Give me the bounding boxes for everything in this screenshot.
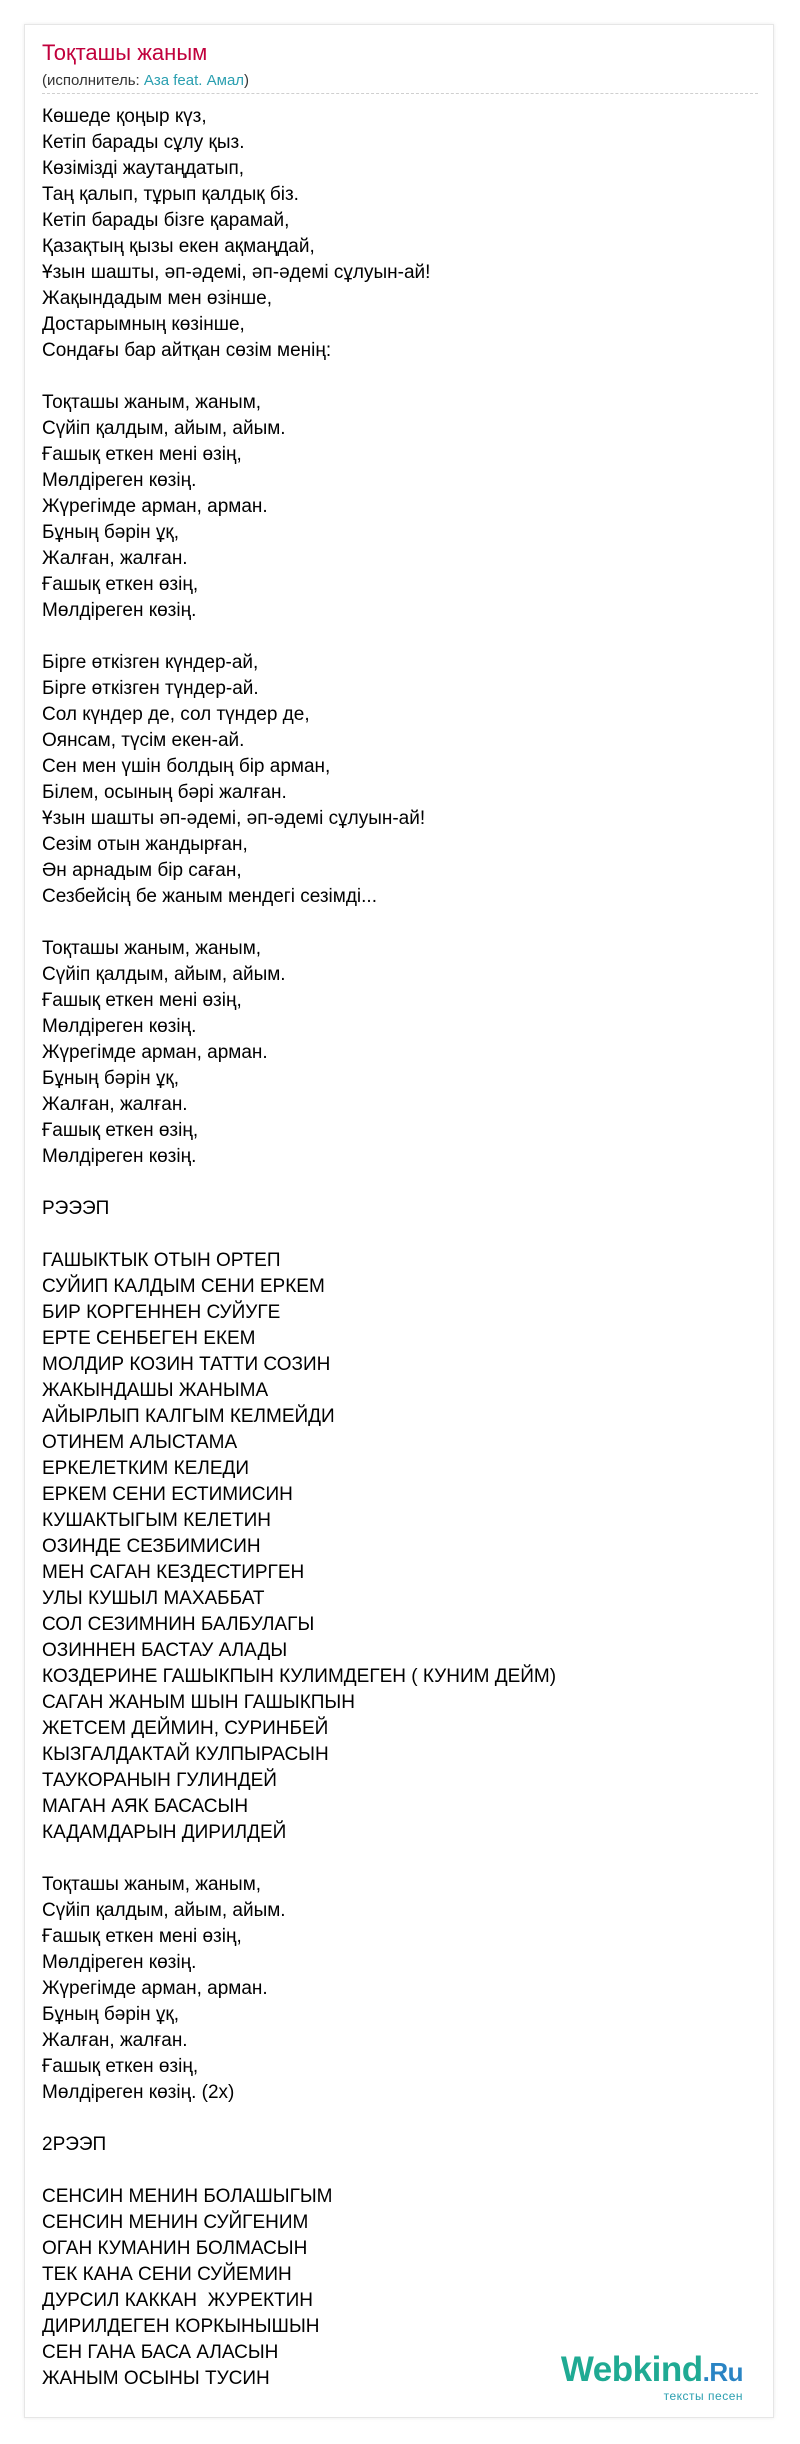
logo-main-text: Webkind xyxy=(560,2350,703,2389)
lyric-line: КАДАМДАРЫН ДИРИЛДЕЙ xyxy=(42,1822,287,1843)
lyric-line: Мөлдіреген көзің. xyxy=(42,600,197,621)
lyric-line: ЕРТЕ СЕНБЕГЕН ЕКЕМ xyxy=(42,1328,256,1349)
lyric-blank-line xyxy=(42,364,742,390)
lyric-line: Қазақтың қызы екен ақмаңдай, xyxy=(42,236,315,257)
lyrics-body xyxy=(42,104,742,2392)
title-divider xyxy=(42,93,758,94)
lyric-line: Оянсам, түсім екен-ай. xyxy=(42,730,245,751)
lyric-line: Бұның бәрін ұқ, xyxy=(42,1068,179,1089)
logo-tld: .Ru xyxy=(702,2357,743,2387)
lyric-line: 2РЭЭП xyxy=(42,2134,107,2155)
lyric-line: Бұның бәрін ұқ, xyxy=(42,2004,179,2025)
lyric-line: АЙЫРЛЫП КАЛГЫМ КЕЛМЕЙДИ xyxy=(42,1406,335,1427)
lyric-line: МЕН САГАН КЕЗДЕСТИРГЕН xyxy=(42,1562,305,1583)
lyric-line: Жақындадым мен өзінше, xyxy=(42,288,273,309)
lyric-line: СЕН ГАНА БАСА АЛАСЫН xyxy=(42,2342,279,2363)
lyric-line: СЕНСИН МЕНИН СУЙГЕНИМ xyxy=(42,2212,309,2233)
lyric-line: Сондағы бар айтқан сөзім менің: xyxy=(42,340,332,361)
lyric-line: ДУРСИЛ КАККАН ЖУРЕКТИН xyxy=(42,2290,313,2311)
lyric-line: Кетіп барады сұлу қыз. xyxy=(42,132,245,153)
lyric-line: Жалған, жалған. xyxy=(42,548,188,569)
lyric-line: МАГАН АЯК БАСАСЫН xyxy=(42,1796,249,1817)
lyric-line: ОЗИНДЕ СЕЗБИМИСИН xyxy=(42,1536,261,1557)
lyric-line: ТЕК КАНА СЕНИ СУЙЕМИН xyxy=(42,2264,292,2285)
lyric-blank-line xyxy=(42,2158,742,2184)
lyric-line: СЕНСИН МЕНИН БОЛАШЫГЫМ xyxy=(42,2186,333,2207)
lyric-line: Мөлдіреген көзің. xyxy=(42,1952,197,1973)
lyric-line: ЖЕТСЕМ ДЕЙМИН, СУРИНБЕЙ xyxy=(42,1718,329,1739)
lyric-line: ЖАНЫМ ОСЫНЫ ТУСИН xyxy=(42,2368,270,2389)
lyric-line: Кетіп барады бізге қарамай, xyxy=(42,210,290,231)
lyric-line: ТАУКОРАНЫН ГУЛИНДЕЙ xyxy=(42,1770,277,1791)
lyric-line: Достарымның көзінше, xyxy=(42,314,245,335)
lyric-line: Ғашық еткен өзің, xyxy=(42,1120,199,1141)
lyric-line: Ғашық еткен өзің, xyxy=(42,2056,199,2077)
lyric-blank-line xyxy=(42,624,742,650)
lyric-line: Жүрегімде арман, арман. xyxy=(42,496,268,517)
lyric-line: Ғашық еткен мені өзің, xyxy=(42,990,242,1011)
lyric-line: Білем, осының бәрі жалған. xyxy=(42,782,287,803)
logo-tagline: тексты песен xyxy=(663,2389,743,2403)
lyric-line: КОЗДЕРИНЕ ГАШЫКПЫН КУЛИМДЕГЕН ( КУНИМ ДЕЙМ) xyxy=(42,1666,557,1687)
performer-suffix: ) xyxy=(244,72,250,89)
lyric-line: Сүйіп қалдым, айым, айым. xyxy=(42,964,286,985)
lyric-line: Бірге өткізген күндер-ай, xyxy=(42,652,259,673)
artist-link[interactable]: Аза feat. Амал xyxy=(143,72,245,89)
lyric-line: КЫЗГАЛДАКТАЙ КУЛПЫРАСЫН xyxy=(42,1744,329,1765)
lyric-line: Ғашық еткен мені өзің, xyxy=(42,1926,242,1947)
lyric-line: СУЙИП КАЛДЫМ СЕНИ ЕРКЕМ xyxy=(42,1276,325,1297)
lyric-line: Тоқташы жаным, жаным, xyxy=(42,392,262,413)
lyric-line: Ұзын шашты, әп-әдемі, әп-әдемі сұлуын-ай! xyxy=(42,262,431,283)
lyric-line: Ұзын шашты әп-әдемі, әп-әдемі сұлуын-ай! xyxy=(42,808,426,829)
lyric-line: Мөлдіреген көзің. xyxy=(42,1146,197,1167)
performer-line xyxy=(42,72,249,89)
lyric-line: САГАН ЖАНЫМ ШЫН ГАШЫКПЫН xyxy=(42,1692,355,1713)
lyric-line: Көшеде қоңыр күз, xyxy=(42,106,207,127)
lyric-line: Жүрегімде арман, арман. xyxy=(42,1042,268,1063)
lyric-line: Сол күндер де, сол түндер де, xyxy=(42,704,310,725)
lyric-line: ГАШЫКТЫК ОТЫН ОРТЕП xyxy=(42,1250,281,1271)
lyric-line: Жалған, жалған. xyxy=(42,2030,188,2051)
lyric-line: Мөлдіреген көзің. xyxy=(42,1016,197,1037)
lyric-line: Сен мен үшін болдың бір арман, xyxy=(42,756,331,777)
lyric-line: Мөлдіреген көзің. (2х) xyxy=(42,2082,235,2103)
lyric-line: Жалған, жалған. xyxy=(42,1094,188,1115)
performer-prefix: (исполнитель: xyxy=(42,72,144,89)
lyric-line: Сезім отын жандырған, xyxy=(42,834,248,855)
lyric-line: СОЛ СЕЗИМНИН БАЛБУЛАГЫ xyxy=(42,1614,315,1635)
lyric-line: БИР КОРГЕННЕН СУЙУГЕ xyxy=(42,1302,281,1323)
lyric-line: МОЛДИР КОЗИН ТАТТИ СОЗИН xyxy=(42,1354,331,1375)
lyric-line: Ән арнадым бір саған, xyxy=(42,860,242,881)
lyric-line: ЕРКЕМ СЕНИ ЕСТИМИСИН xyxy=(42,1484,293,1505)
lyric-line: Таң қалып, тұрып қалдық біз. xyxy=(42,184,299,205)
lyric-line: КУШАКТЫГЫМ КЕЛЕТИН xyxy=(42,1510,272,1531)
lyric-line: Жүрегімде арман, арман. xyxy=(42,1978,268,1999)
lyric-blank-line xyxy=(42,2106,742,2132)
lyric-line: Бұның бәрін ұқ, xyxy=(42,522,179,543)
lyric-line: УЛЫ КУШЫЛ МАХАББАТ xyxy=(42,1588,265,1609)
lyric-line: Бірге өткізген түндер-ай. xyxy=(42,678,259,699)
lyric-line: Сезбейсің бе жаным мендегі сезімді... xyxy=(42,886,377,907)
lyric-line: Ғашық еткен мені өзің, xyxy=(42,444,242,465)
lyric-blank-line xyxy=(42,1222,742,1248)
lyric-blank-line xyxy=(42,1170,742,1196)
song-title: Тоқташы жаным xyxy=(42,40,208,65)
lyric-line: ЕРКЕЛЕТКИМ КЕЛЕДИ xyxy=(42,1458,250,1479)
site-logo[interactable] xyxy=(561,2351,743,2403)
lyric-line: Сүйіп қалдым, айым, айым. xyxy=(42,1900,286,1921)
lyric-line: ОТИНЕМ АЛЫСТАМА xyxy=(42,1432,238,1453)
lyrics-card xyxy=(24,24,774,2418)
lyric-line: Көзімізді жаутаңдатып, xyxy=(42,158,245,179)
lyric-line: ДИРИЛДЕГЕН КОРКЫНЫШЫН xyxy=(42,2316,320,2337)
lyric-line: Тоқташы жаным, жаным, xyxy=(42,938,262,959)
lyric-line: РЭЭЭП xyxy=(42,1198,110,1219)
lyric-line: ОЗИННЕН БАСТАУ АЛАДЫ xyxy=(42,1640,288,1661)
lyric-line: ЖАКЫНДАШЫ ЖАНЫМА xyxy=(42,1380,269,1401)
lyric-line: Сүйіп қалдым, айым, айым. xyxy=(42,418,286,439)
lyric-line: Тоқташы жаным, жаным, xyxy=(42,1874,262,1895)
logo-wordmark xyxy=(561,2351,743,2391)
lyric-line: Ғашық еткен өзің, xyxy=(42,574,199,595)
lyric-line: Мөлдіреген көзің. xyxy=(42,470,197,491)
lyric-blank-line xyxy=(42,1846,742,1872)
lyric-blank-line xyxy=(42,910,742,936)
lyric-line: ОГАН КУМАНИН БОЛМАСЫН xyxy=(42,2238,308,2259)
